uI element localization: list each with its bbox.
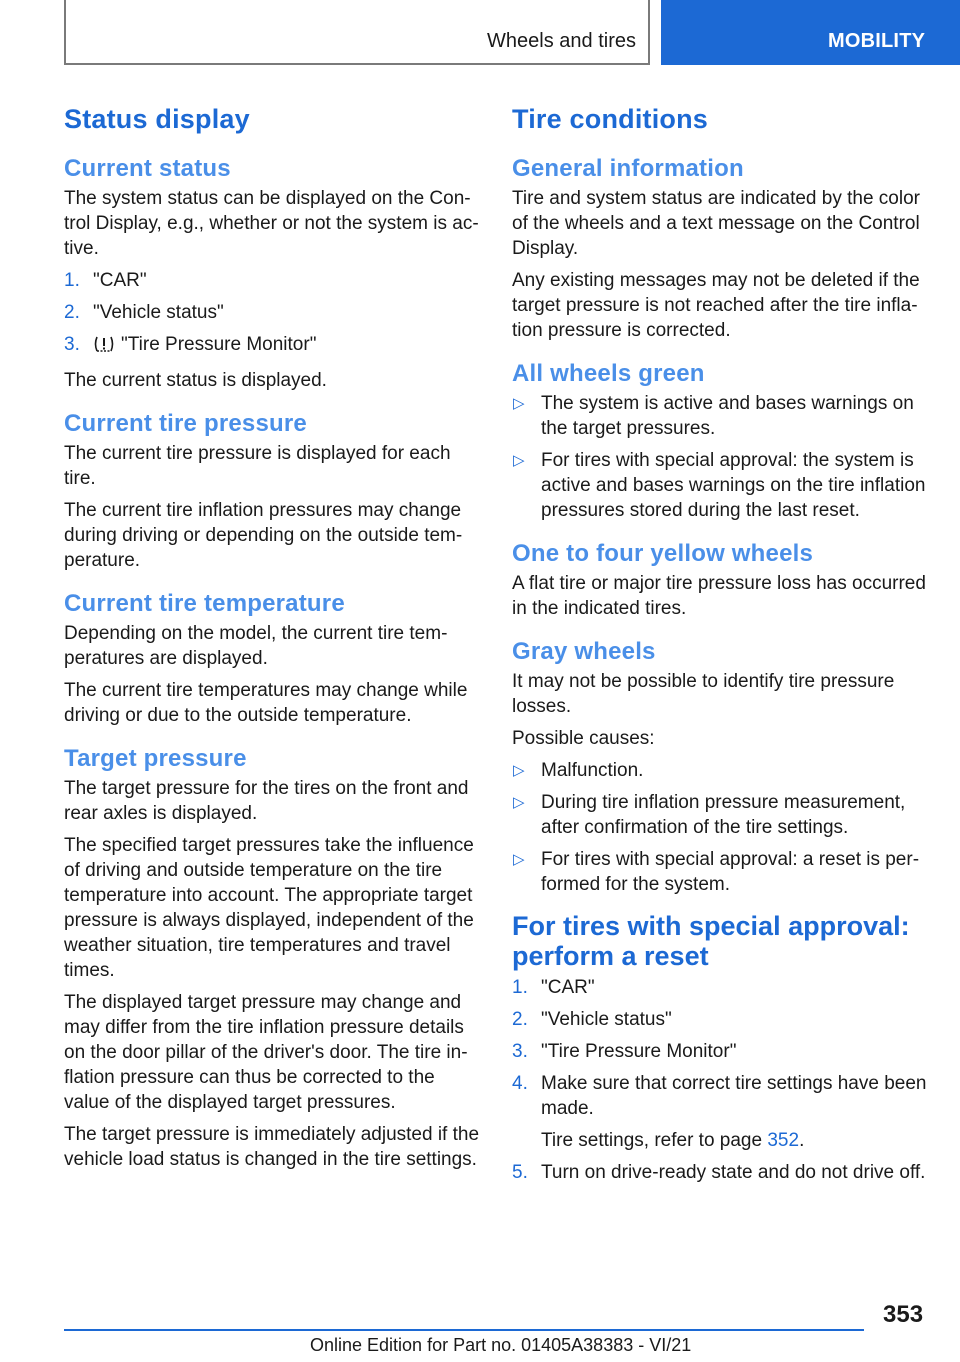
list-item (64, 268, 482, 293)
list-item-text: The system is active and bases warnings on the target pressures. (541, 393, 914, 439)
step-number: 4. (512, 1073, 528, 1094)
list-item (512, 1071, 930, 1153)
header-chapter-tab (661, 0, 960, 65)
list-item (512, 790, 930, 840)
step-number: 1. (512, 977, 528, 998)
yellow-wheels-heading: One to four yellow wheels (512, 540, 814, 567)
step-text: "Vehicle status" (93, 302, 224, 323)
step-text: "Tire Pressure Monitor" (541, 1041, 737, 1062)
subnote-period: . (799, 1130, 805, 1151)
list-item-text: For tires with special approval: a reset is performed for the system. (541, 849, 920, 895)
list-item (512, 1160, 930, 1185)
current-pressure-p2: The current tire inflation pressures may change during driving or depending on the outside temperature. (64, 500, 463, 571)
status-display-title: Status display (64, 104, 250, 134)
step-number: 5. (512, 1162, 528, 1183)
general-info-p1: Tire and system status are indicated by the color of the wheels and a text message on the Control Display. (512, 188, 920, 259)
target-pressure-p2: The specified target pressures take the influence of driving and outside temperature on the tire temperature into account. The appropriate target pressure is always displayed, independent of the weather situation, tire temperatures and travel times. (64, 835, 474, 981)
target-pressure-p3: The displayed target pressure may change and may differ from the tire inflation pressure details on the door pillar of the driver's door. The tire inflation pressure can thus be corrected to the value of the displayed target pressures. (64, 992, 468, 1113)
list-item-text: For tires with special approval: the system is active and bases warnings on the tire inflation pressures stored during the last reset. (541, 450, 926, 521)
tire-conditions-title: Tire conditions (512, 104, 709, 134)
current-pressure-p1: The current tire pressure is displayed for each tire. (64, 443, 451, 489)
gray-wheels-list (512, 758, 930, 897)
header-section-box (64, 0, 650, 65)
header-section-title: Wheels and tires (487, 30, 636, 52)
step-text: "Tire Pressure Monitor" (121, 334, 317, 355)
current-status-heading: Current status (64, 155, 231, 182)
step-text: "CAR" (541, 977, 595, 998)
list-item (64, 332, 482, 361)
target-pressure-p1: The target pressure for the tires on the front and rear axles is displayed. (64, 778, 469, 824)
all-green-list (512, 391, 930, 523)
right-column (512, 102, 930, 1192)
page-reference-link[interactable]: 352 (767, 1130, 800, 1151)
general-info-heading: General information (512, 155, 744, 182)
step-number: 3. (64, 334, 80, 355)
list-item (64, 300, 482, 325)
footer-edition: Online Edition for Part no. 01405A38383 - VI/21 (310, 1335, 692, 1355)
general-info-p2: Any existing messages may not be deleted if the target pressure is not reached after the tire inflation pressure is corrected. (512, 270, 920, 341)
bullet-triangle-icon: ▷ (513, 794, 525, 811)
yellow-wheels-p1: A flat tire or major tire pressure loss has occurred in the indicated tires. (512, 573, 926, 619)
header-chapter-title: MOBILITY (828, 30, 926, 52)
target-pressure-p4: The target pressure is immediately adjusted if the vehicle load status is changed in the tire settings. (64, 1124, 480, 1170)
current-temperature-p1: Depending on the model, the current tire temperatures are displayed. (64, 623, 448, 669)
target-pressure-heading: Target pressure (64, 745, 247, 772)
bullet-triangle-icon: ▷ (513, 851, 525, 868)
list-item-text: Malfunction. (541, 760, 644, 781)
gray-wheels-p2: Possible causes: (512, 728, 655, 749)
page-number: 353 (883, 1301, 924, 1328)
current-temperature-p2: The current tire temperatures may change while driving or due to the outside temperature. (64, 680, 468, 726)
gray-wheels-heading: Gray wheels (512, 638, 656, 665)
list-item (512, 847, 930, 897)
step-text: "CAR" (93, 270, 147, 291)
step-text: Make sure that correct tire settings have been made. (541, 1073, 927, 1119)
step-subnote (541, 1128, 930, 1153)
bullet-triangle-icon: ▷ (513, 395, 525, 412)
footer-divider (64, 1329, 864, 1331)
step-number: 2. (64, 302, 80, 323)
list-item (512, 758, 930, 783)
current-pressure-heading: Current tire pressure (64, 410, 307, 437)
bullet-triangle-icon: ▷ (513, 762, 525, 779)
list-item (512, 391, 930, 441)
current-temperature-heading: Current tire temperature (64, 590, 345, 617)
list-item-text: During tire inflation pressure measurement, after confirmation of the tire settings. (541, 792, 906, 838)
current-status-steps (64, 268, 482, 361)
step-text: Turn on drive-ready state and do not drive off. (541, 1162, 926, 1183)
bullet-triangle-icon: ▷ (513, 452, 525, 469)
reset-heading: For tires with special approval: perform a reset (512, 911, 910, 971)
all-green-heading: All wheels green (512, 360, 705, 387)
list-item (512, 975, 930, 1000)
subnote-text: Tire settings, refer to page (541, 1130, 768, 1151)
step-number: 1. (64, 270, 80, 291)
current-status-intro: The system status can be displayed on the Control Display, e.g., whether or not the system is active. (64, 188, 479, 259)
current-status-after: The current status is displayed. (64, 370, 327, 391)
left-column (64, 102, 482, 1179)
step-text: "Vehicle status" (541, 1009, 672, 1030)
step-number: 2. (512, 1009, 528, 1030)
list-item (512, 1039, 930, 1064)
list-item (512, 448, 930, 523)
tire-pressure-warning-icon (93, 334, 115, 361)
reset-steps (512, 975, 930, 1185)
gray-wheels-p1: It may not be possible to identify tire pressure losses. (512, 671, 895, 717)
step-number: 3. (512, 1041, 528, 1062)
list-item (512, 1007, 930, 1032)
